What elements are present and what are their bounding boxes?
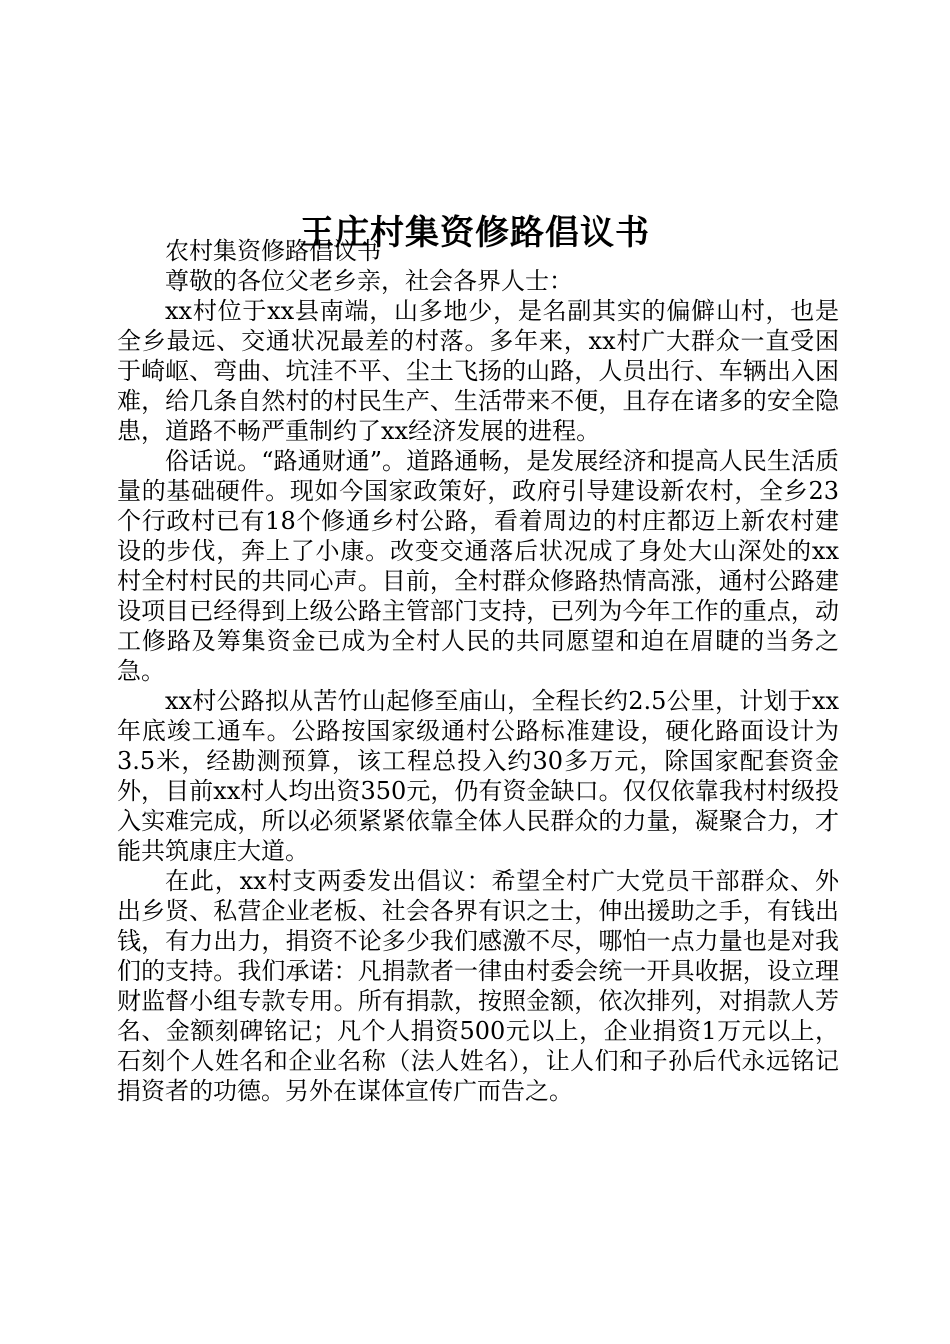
paragraph: 俗话说。“路通财通”。道路通畅，是发展经济和提高人民生活质量的基础硬件。现如今国家政策好，政府引导建设新农村，全乡23个行政村已有18个修通乡村公路，看着周边的村庄都迈上新农村建设的步伐，奔上了小康。改变交通落后状况成了身处大山深处的xx村全村村民的共同心声。目前，全村群众修路热情高涨，通村公路建设项目已经得到上级公路主管部门支持，已列为今年工作的重点，动工修路及筹集资金已成为全村人民的共同愿望和迫在眉睫的当务之急。 bbox=[117, 447, 839, 685]
paragraph: xx村位于xx县南端，山多地少，是名副其实的偏僻山村，也是全乡最远、交通状况最差的村落。多年来，xx村广大群众一直受困于崎岖、弯曲、坑洼不平、尘土飞扬的山路，人员出行、车辆出入困难，给几条自然村的村民生产、生活带来不便，且存在诸多的安全隐患，道路不畅严重制约了xx经济发展的进程。 bbox=[117, 297, 839, 445]
paragraph: xx村公路拟从苦竹山起修至庙山，全程长约2.5公里，计划于xx年底竣工通车。公路按国家级通村公路标准建设，硬化路面设计为3.5米，经勘测预算，该工程总投入约30多万元，除国家配套资金外，目前xx村人均出资350元，仍有资金缺口。仅仅依靠我村村级投入实难完成，所以必须紧紧依靠全体人民群众的力量，凝聚合力，才能共筑康庄大道。 bbox=[117, 687, 839, 865]
document-body bbox=[117, 236, 839, 1106]
salutation: 尊敬的各位父老乡亲，社会各界人士： bbox=[165, 267, 573, 295]
document-subtitle: 农村集资修路倡议书 bbox=[165, 237, 381, 265]
document-title: 王庄村集资修路倡议书 bbox=[300, 212, 650, 253]
paragraph: 在此，xx村支两委发出倡议：希望全村广大党员干部群众、外出乡贤、私营企业老板、社会各界有识之士，伸出援助之手，有钱出钱，有力出力，捐资不论多少我们感激不尽，哪怕一点力量也是对我们的支持。我们承诺：凡捐款者一律由村委会统一开具收据，设立理财监督小组专款专用。所有捐款，按照金额，依次排列，对捐款人芳名、金额刻碑铭记；凡个人捐资500元以上，企业捐资1万元以上，石刻个人姓名和企业名称（法人姓名），让人们和子孙后代永远铭记捐资者的功德。另外在谋体宣传广而告之。 bbox=[117, 867, 839, 1105]
